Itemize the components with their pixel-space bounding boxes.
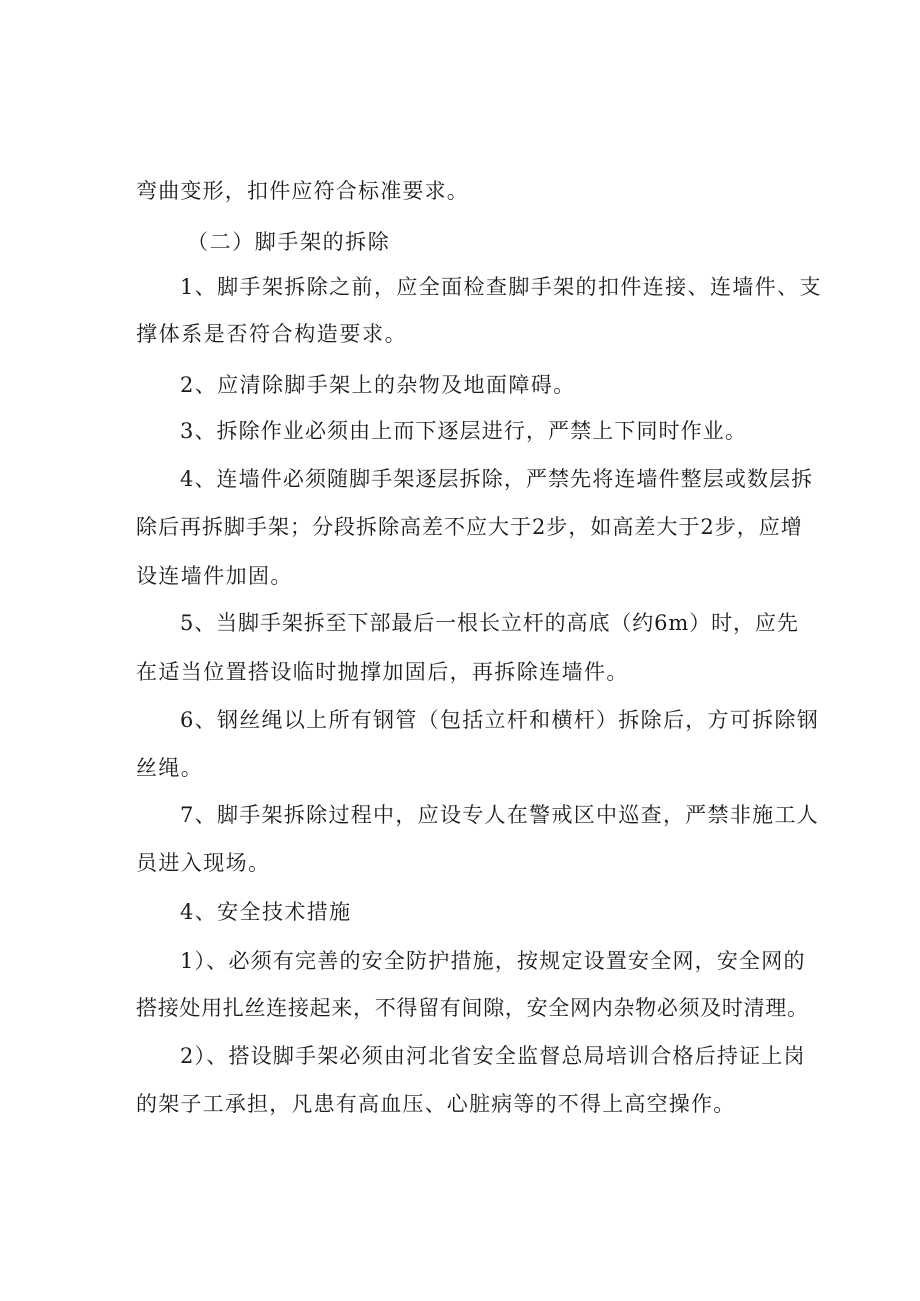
section-heading: 4、安全技术措施 bbox=[180, 900, 352, 924]
text-line: 2）、搭设脚手架必须由河北省安全监督总局培训合格后持证上岗 bbox=[180, 1044, 806, 1068]
text-line: 撑体系是否符合构造要求。 bbox=[136, 322, 408, 346]
text-line: 弯曲变形，扣件应符合标准要求。 bbox=[136, 179, 469, 203]
text-line: 2、应清除脚手架上的杂物及地面障碍。 bbox=[180, 373, 576, 397]
text-line: 设连墙件加固。 bbox=[136, 564, 293, 588]
text-line: 搭接处用扎丝连接起来，不得留有间隙，安全网内杂物必须及时清理。 bbox=[136, 996, 809, 1020]
text-line: 7、脚手架拆除过程中，应设专人在警戒区中巡查，严禁非施工人 bbox=[180, 803, 820, 827]
text-line: 除后再拆脚手架；分段拆除高差不应大于2步，如高差大于2步，应增 bbox=[136, 515, 803, 539]
text-line: 1）、必须有完善的安全防护措施，按规定设置安全网，安全网的 bbox=[180, 949, 806, 973]
text-line: 3、拆除作业必须由上而下逐层进行，严禁上下同时作业。 bbox=[180, 419, 747, 443]
section-heading: （二）脚手架的拆除 bbox=[187, 230, 391, 254]
text-line: 的架子工承担，凡患有高血压、心脏病等的不得上高空操作。 bbox=[136, 1092, 736, 1116]
text-line: 1、脚手架拆除之前，应全面检查脚手架的扣件连接、连墙件、支 bbox=[180, 275, 822, 299]
text-line: 在适当位置搭设临时抛撑加固后，再拆除连墙件。 bbox=[136, 660, 629, 684]
text-line: 5、当脚手架拆至下部最后一根长立杆的高底（约6m）时，应先 bbox=[180, 611, 799, 635]
text-line: 6、钢丝绳以上所有钢管（包括立杆和横杆）拆除后，方可拆除钢 bbox=[180, 708, 820, 732]
text-line: 丝绳。 bbox=[136, 756, 204, 780]
text-line: 4、连墙件必须随脚手架逐层拆除，严禁先将连墙件整层或数层拆 bbox=[180, 467, 814, 491]
text-line: 员进入现场。 bbox=[136, 851, 271, 875]
